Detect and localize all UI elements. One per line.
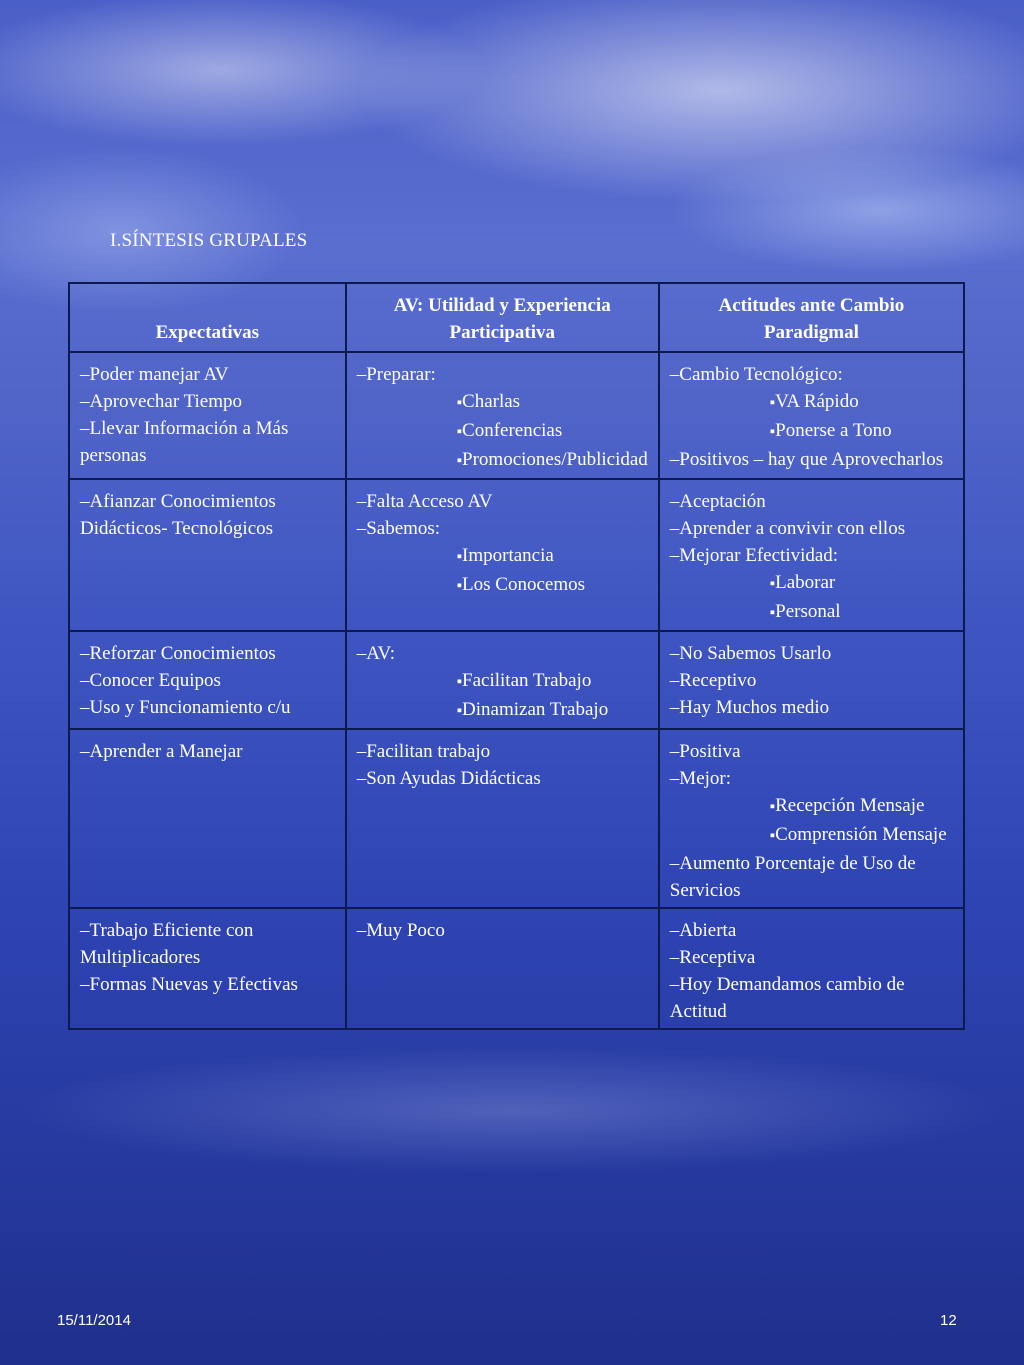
bullet-item: ▪ Los Conocemos <box>357 571 648 600</box>
cell-line: –AV: <box>356 643 396 664</box>
cell-line: –Trabajo Eficiente con Multiplicadores <box>80 920 254 968</box>
bullet-item: ▪ Promociones/Publicidad <box>357 446 648 475</box>
cell-line: –Aprender a convivir con ellos <box>669 518 906 539</box>
bullet-item: ▪ Conferencias <box>357 417 648 446</box>
table-cell <box>659 352 964 479</box>
cell-line: –Conocer Equipos <box>80 670 221 691</box>
cell-line: –Mejor: <box>669 768 732 789</box>
table-cell <box>659 631 964 729</box>
bullet-item: ▪ VA Rápido <box>670 388 953 417</box>
cell-line: –Aceptación <box>669 491 766 512</box>
cell-line: –Llevar Información a Más personas <box>80 418 289 466</box>
cell-line: –Positiva <box>669 741 741 762</box>
cell-line: –Aumento Porcentaje de Uso de Servicios <box>669 853 916 901</box>
cell-line: –Mejorar Efectividad: <box>669 545 839 566</box>
cell-line: –Afianzar Conocimientos Didácticos- Tecnológicos <box>80 491 276 539</box>
cell-line: –No Sabemos Usarlo <box>669 643 832 664</box>
cell-line: –Sabemos: <box>356 518 441 539</box>
cell-line: –Facilitan trabajo <box>356 741 491 762</box>
cell-line: –Cambio Tecnológico: <box>669 364 843 385</box>
table-cell <box>346 352 659 479</box>
page-number: 12 <box>940 1312 957 1329</box>
cell-line: –Muy Poco <box>356 920 445 941</box>
bullet-item: ▪ Recepción Mensaje <box>670 792 953 821</box>
bullet-item: ▪ Comprensión Mensaje <box>670 821 953 850</box>
table-cell <box>69 729 346 908</box>
bullet-item: ▪ Laborar <box>670 569 953 598</box>
cell-line: –Hay Muchos medio <box>669 697 830 718</box>
bullet-item: ▪ Dinamizan Trabajo <box>357 696 648 725</box>
bullet-item: ▪ Charlas <box>357 388 648 417</box>
cell-line: –Hoy Demandamos cambio de Actitud <box>669 974 905 1022</box>
cell-line: –Preparar: <box>356 364 436 385</box>
cell-line: –Son Ayudas Didácticas <box>356 768 541 789</box>
table-row <box>69 352 964 479</box>
cell-line: –Receptivo <box>669 670 757 691</box>
table-cell <box>69 352 346 479</box>
cell-line: –Uso y Funcionamiento c/u <box>80 697 291 718</box>
cell-line: –Abierta <box>669 920 737 941</box>
table-cell <box>346 631 659 729</box>
cell-line: –Receptiva <box>669 947 756 968</box>
header-expectativas: Expectativas <box>69 283 346 352</box>
table-cell <box>346 479 659 631</box>
table-cell <box>659 729 964 908</box>
cell-line: –Formas Nuevas y Efectivas <box>80 974 298 995</box>
table-header-row <box>69 283 964 352</box>
bullet-item: ▪ Facilitan Trabajo <box>357 667 648 696</box>
cell-line: –Reforzar Conocimientos <box>80 643 276 664</box>
table-cell <box>659 908 964 1029</box>
table-row <box>69 729 964 908</box>
table-cell <box>69 631 346 729</box>
table-cell <box>69 479 346 631</box>
cell-line: –Aprender a Manejar <box>80 741 243 762</box>
table-cell <box>346 729 659 908</box>
synthesis-table <box>68 282 965 1030</box>
bullet-item: ▪ Importancia <box>357 542 648 571</box>
table-row <box>69 631 964 729</box>
header-actitudes: Actitudes ante Cambio Paradigmal <box>659 283 964 352</box>
footer-date: 15/11/2014 <box>57 1312 131 1329</box>
header-av-utilidad: AV: Utilidad y Experiencia Participativa <box>346 283 659 352</box>
bullet-item: ▪ Personal <box>670 598 953 627</box>
table-cell <box>346 908 659 1029</box>
cell-line: –Aprovechar Tiempo <box>80 391 243 412</box>
table-cell <box>69 908 346 1029</box>
cell-line: –Falta Acceso AV <box>356 491 493 512</box>
table-cell <box>659 479 964 631</box>
table-row <box>69 908 964 1029</box>
cell-line: –Positivos – hay que Aprovecharlos <box>669 449 944 470</box>
slide-title: I.SÍNTESIS GRUPALES <box>110 230 308 251</box>
bullet-item: ▪ Ponerse a Tono <box>670 417 953 446</box>
table-row <box>69 479 964 631</box>
cell-line: –Poder manejar AV <box>80 364 229 385</box>
